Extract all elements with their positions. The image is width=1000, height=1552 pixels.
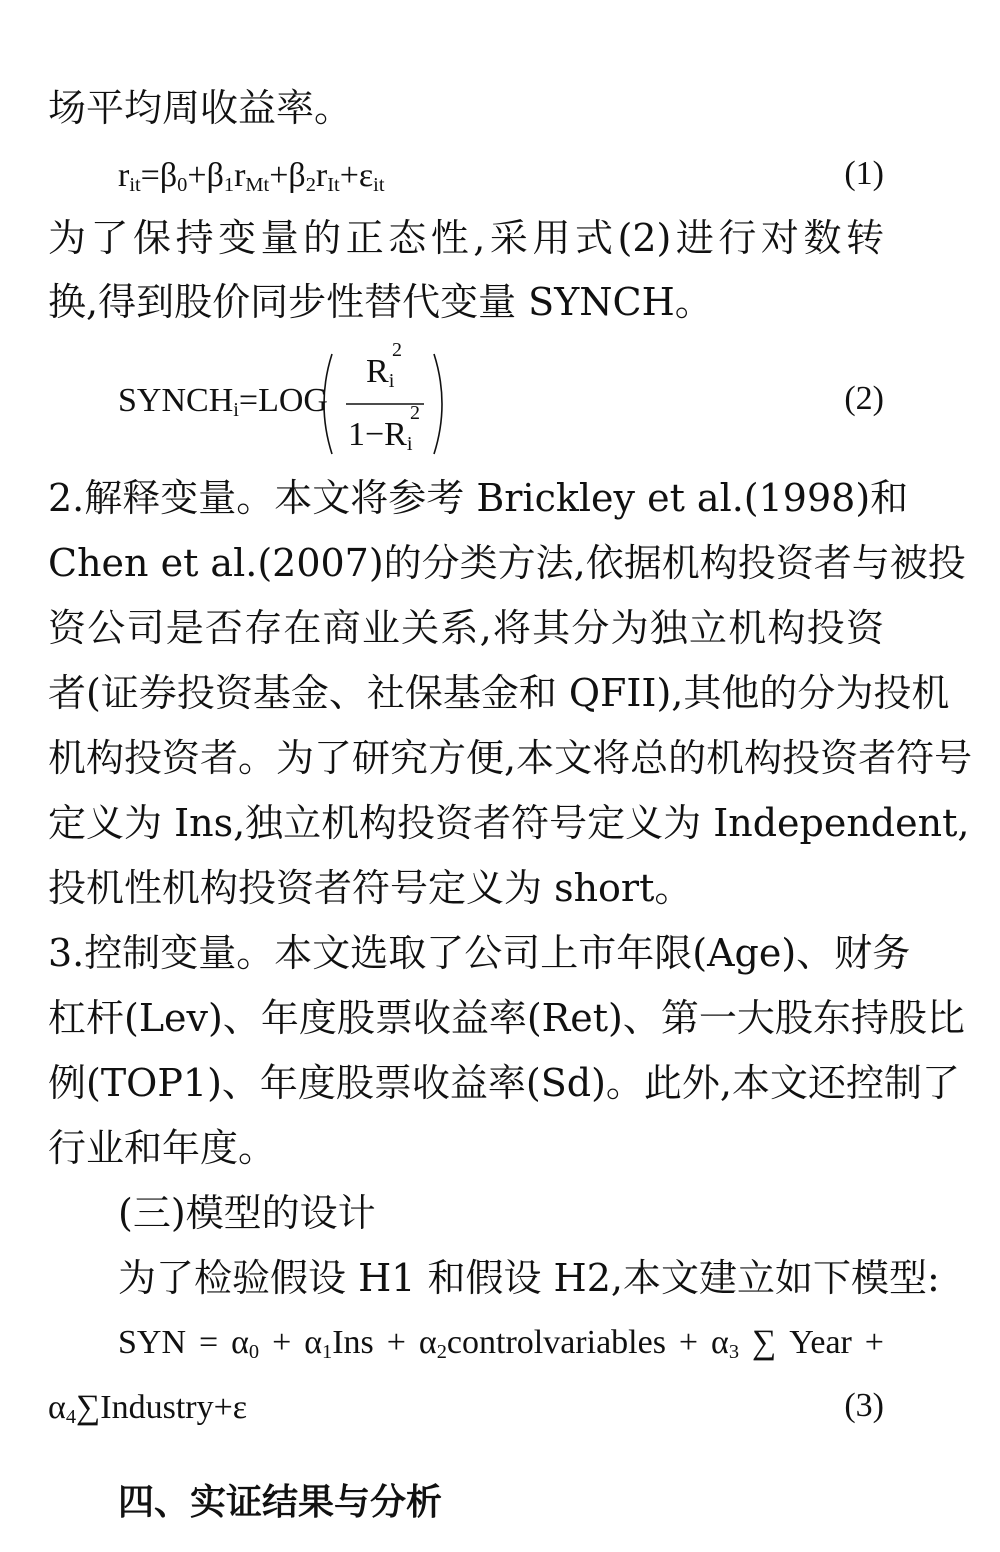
paragraph-line: 投机性机构投资者符号定义为 short。 xyxy=(48,866,693,910)
paragraph-line: 资公司是否存在商业关系,将其分为独立机构投资 xyxy=(48,606,884,650)
paragraph-line: 者(证券投资基金、社保基金和 QFII),其他的分为投机 xyxy=(48,671,950,715)
subsection-title: (三)模型的设计 xyxy=(118,1191,376,1235)
equation-number: (2) xyxy=(844,380,884,417)
equation-1: $r_{it}=\beta_0+\beta_1r_{Mt}+\beta_2r_{It}+\varepsilon_{it}$ xyxy=(118,157,385,197)
paragraph-line: 杠杆(Lev)、年度股票收益率(Ret)、第一大股东持股比 xyxy=(48,996,965,1040)
equation-2-lhs: $SYNCH_i=LOG$ xyxy=(118,382,328,422)
equation-3-line-1: SYN = $\alpha_0 + \alpha_1Ins$ + $\alpha_2controlvariables + \alpha_3$ ∑ Year + xyxy=(118,1324,884,1364)
paragraph-line: 定义为 Ins,独立机构投资者符号定义为 Independent, xyxy=(48,801,970,845)
equation-number: (1) xyxy=(844,155,884,192)
paragraph-line: 为了检验假设 H1 和假设 H2,本文建立如下模型: xyxy=(118,1256,940,1300)
equation-number: (3) xyxy=(844,1387,884,1424)
paragraph-line: 行业和年度。 xyxy=(48,1126,277,1170)
numerator-superscript: 2 xyxy=(392,339,402,361)
denominator-superscript: 2 xyxy=(410,402,420,424)
paragraph-line: 为了保持变量的正态性,采用式(2)进行对数转 xyxy=(48,216,884,260)
paragraph-line: 场平均周收益率。 xyxy=(48,86,353,130)
paragraph-line: 换,得到股价同步性替代变量 SYNCH。 xyxy=(48,280,713,324)
paragraph-line: Chen et al.(2007)的分类方法,依据机构投资者与被投 xyxy=(48,541,966,585)
section-heading: 四、实证结果与分析 xyxy=(118,1482,443,1523)
paragraph-line: 2.解释变量。本文将参考 Brickley et al.(1998)和 xyxy=(48,476,909,520)
fraction-numerator: $R_i$ xyxy=(366,353,395,393)
equation-3-line-2: $\alpha_4\sum Industry+\varepsilon$ xyxy=(48,1389,248,1429)
paragraph-line: 3.控制变量。本文选取了公司上市年限(Age)、财务 xyxy=(48,931,911,975)
fraction-denominator: $1-R_i$ xyxy=(348,416,413,456)
paragraph-line: 机构投资者。为了研究方便,本文将总的机构投资者符号 xyxy=(48,736,973,780)
paragraph-line: 例(TOP1)、年度股票收益率(Sd)。此外,本文还控制了 xyxy=(48,1061,960,1105)
